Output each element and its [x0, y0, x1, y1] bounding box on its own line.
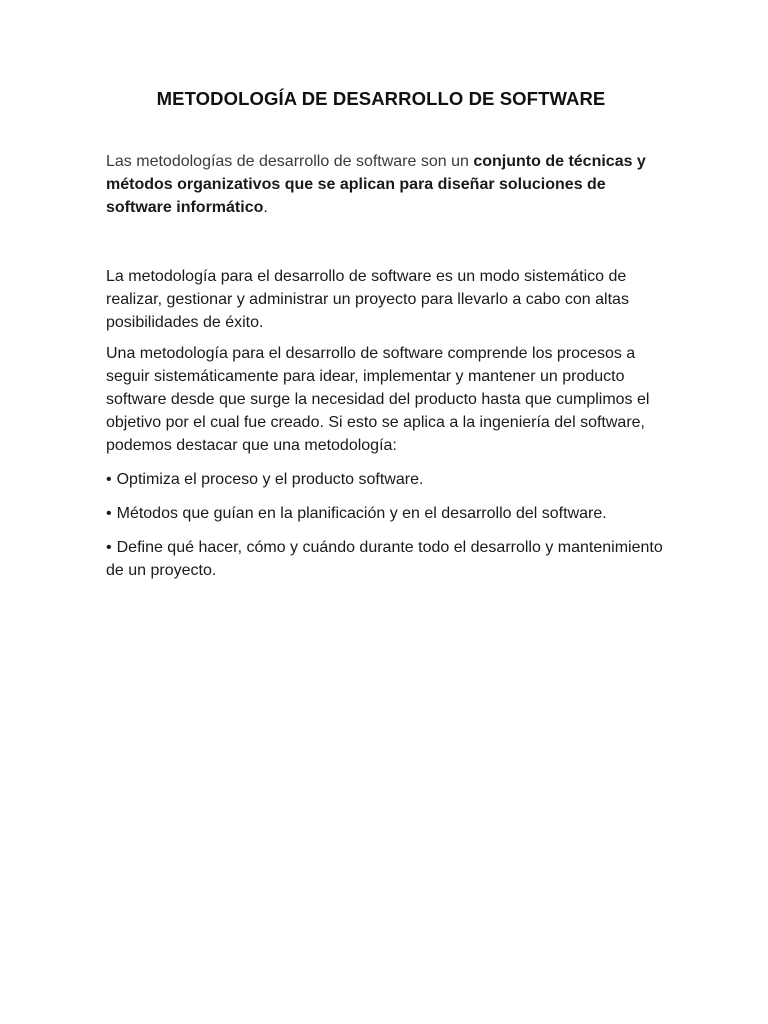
bullet-text: Optimiza el proceso y el producto software. — [116, 471, 424, 488]
intro-emphasis-text: conjunto de técnicas y métodos organizativos que se aplican para diseñar soluciones de software informático — [106, 153, 646, 216]
bullet-item — [106, 536, 666, 582]
document-page — [106, 88, 666, 593]
bullet-text: Métodos que guían en la planificación y en el desarrollo del software. — [116, 505, 607, 522]
intro-lead-text: Las metodologías de desarrollo de software son un — [106, 153, 474, 170]
bullet-marker: • — [106, 505, 112, 522]
bullet-text: Define qué hacer, cómo y cuándo durante todo el desarrollo y mantenimiento de un proyecto. — [106, 539, 663, 579]
bullet-item — [106, 502, 666, 525]
bullet-item — [106, 468, 666, 491]
document-title: METODOLOGÍA DE DESARROLLO DE SOFTWARE — [156, 88, 606, 109]
intro-tail-text: . — [263, 199, 268, 216]
paragraph-methodology-definition: La metodología para el desarrollo de software es un modo sistemático de realizar, gestionar y administrar un proyecto para llevarlo a cabo con altas posibilidades de éxito. — [106, 268, 629, 331]
bullet-marker: • — [106, 471, 112, 488]
intro-paragraph — [106, 150, 666, 219]
paragraph-methodology-processes: Una metodología para el desarrollo de software comprende los procesos a seguir sistemáticamente para idear, implementar y mantener un producto software desde que surge la necesidad del producto hasta que cumplimos el objetivo por el cual fue creado. Si esto se aplica a la ingeniería del software, podemos destacar que una metodología: — [106, 345, 650, 454]
bullet-marker: • — [106, 539, 112, 556]
